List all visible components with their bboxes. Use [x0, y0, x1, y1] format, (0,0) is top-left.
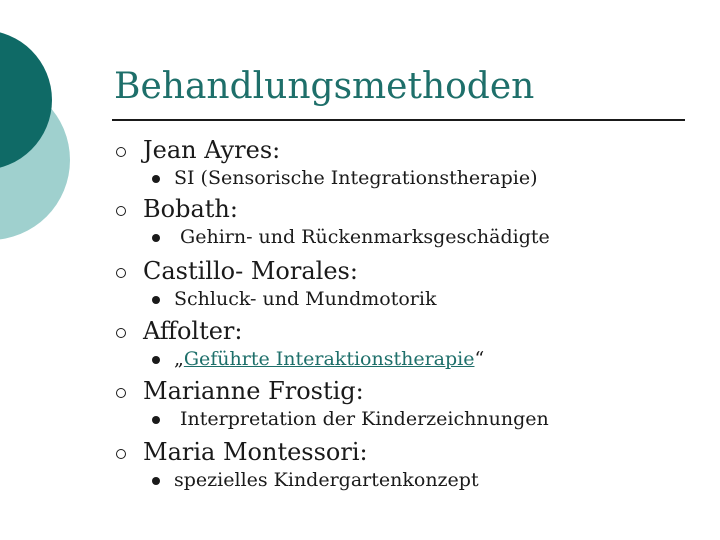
method-name: Castillo- Morales:	[143, 257, 358, 285]
list-item	[0, 136, 720, 196]
therapy-link[interactable]: Geführte Interaktionstherapie	[183, 348, 475, 370]
method-description: spezielles Kindergartenkonzept	[174, 469, 479, 491]
ring-bullet-icon	[116, 449, 126, 459]
method-name: Bobath:	[143, 195, 238, 223]
dot-bullet-icon	[152, 175, 160, 183]
method-description: Schluck- und Mundmotorik	[174, 288, 437, 310]
list-item	[0, 377, 720, 437]
close-quote: “	[474, 348, 485, 370]
list-item	[0, 257, 720, 317]
method-description: SI (Sensorische Integrationstherapie)	[174, 167, 538, 189]
ring-bullet-icon	[116, 206, 126, 216]
dot-bullet-icon	[152, 234, 160, 242]
method-name: Maria Montessori:	[143, 438, 368, 466]
method-description: Gehirn- und Rückenmarksgeschädigte	[174, 226, 550, 248]
page-title: Behandlungsmethoden	[114, 66, 535, 107]
list-item	[0, 317, 720, 377]
method-name: Jean Ayres:	[143, 136, 281, 164]
ring-bullet-icon	[116, 328, 126, 338]
ring-bullet-icon	[116, 147, 126, 157]
list-item	[0, 195, 720, 255]
dot-bullet-icon	[152, 296, 160, 304]
method-description	[174, 348, 484, 370]
method-description: Interpretation der Kinderzeichnungen	[174, 408, 549, 430]
dot-bullet-icon	[152, 477, 160, 485]
list-item	[0, 438, 720, 498]
dot-bullet-icon	[152, 416, 160, 424]
dot-bullet-icon	[152, 356, 160, 364]
ring-bullet-icon	[116, 268, 126, 278]
method-name: Marianne Frostig:	[143, 377, 364, 405]
method-name: Affolter:	[143, 317, 243, 345]
ring-bullet-icon	[116, 388, 126, 398]
open-quote: „	[174, 348, 184, 370]
